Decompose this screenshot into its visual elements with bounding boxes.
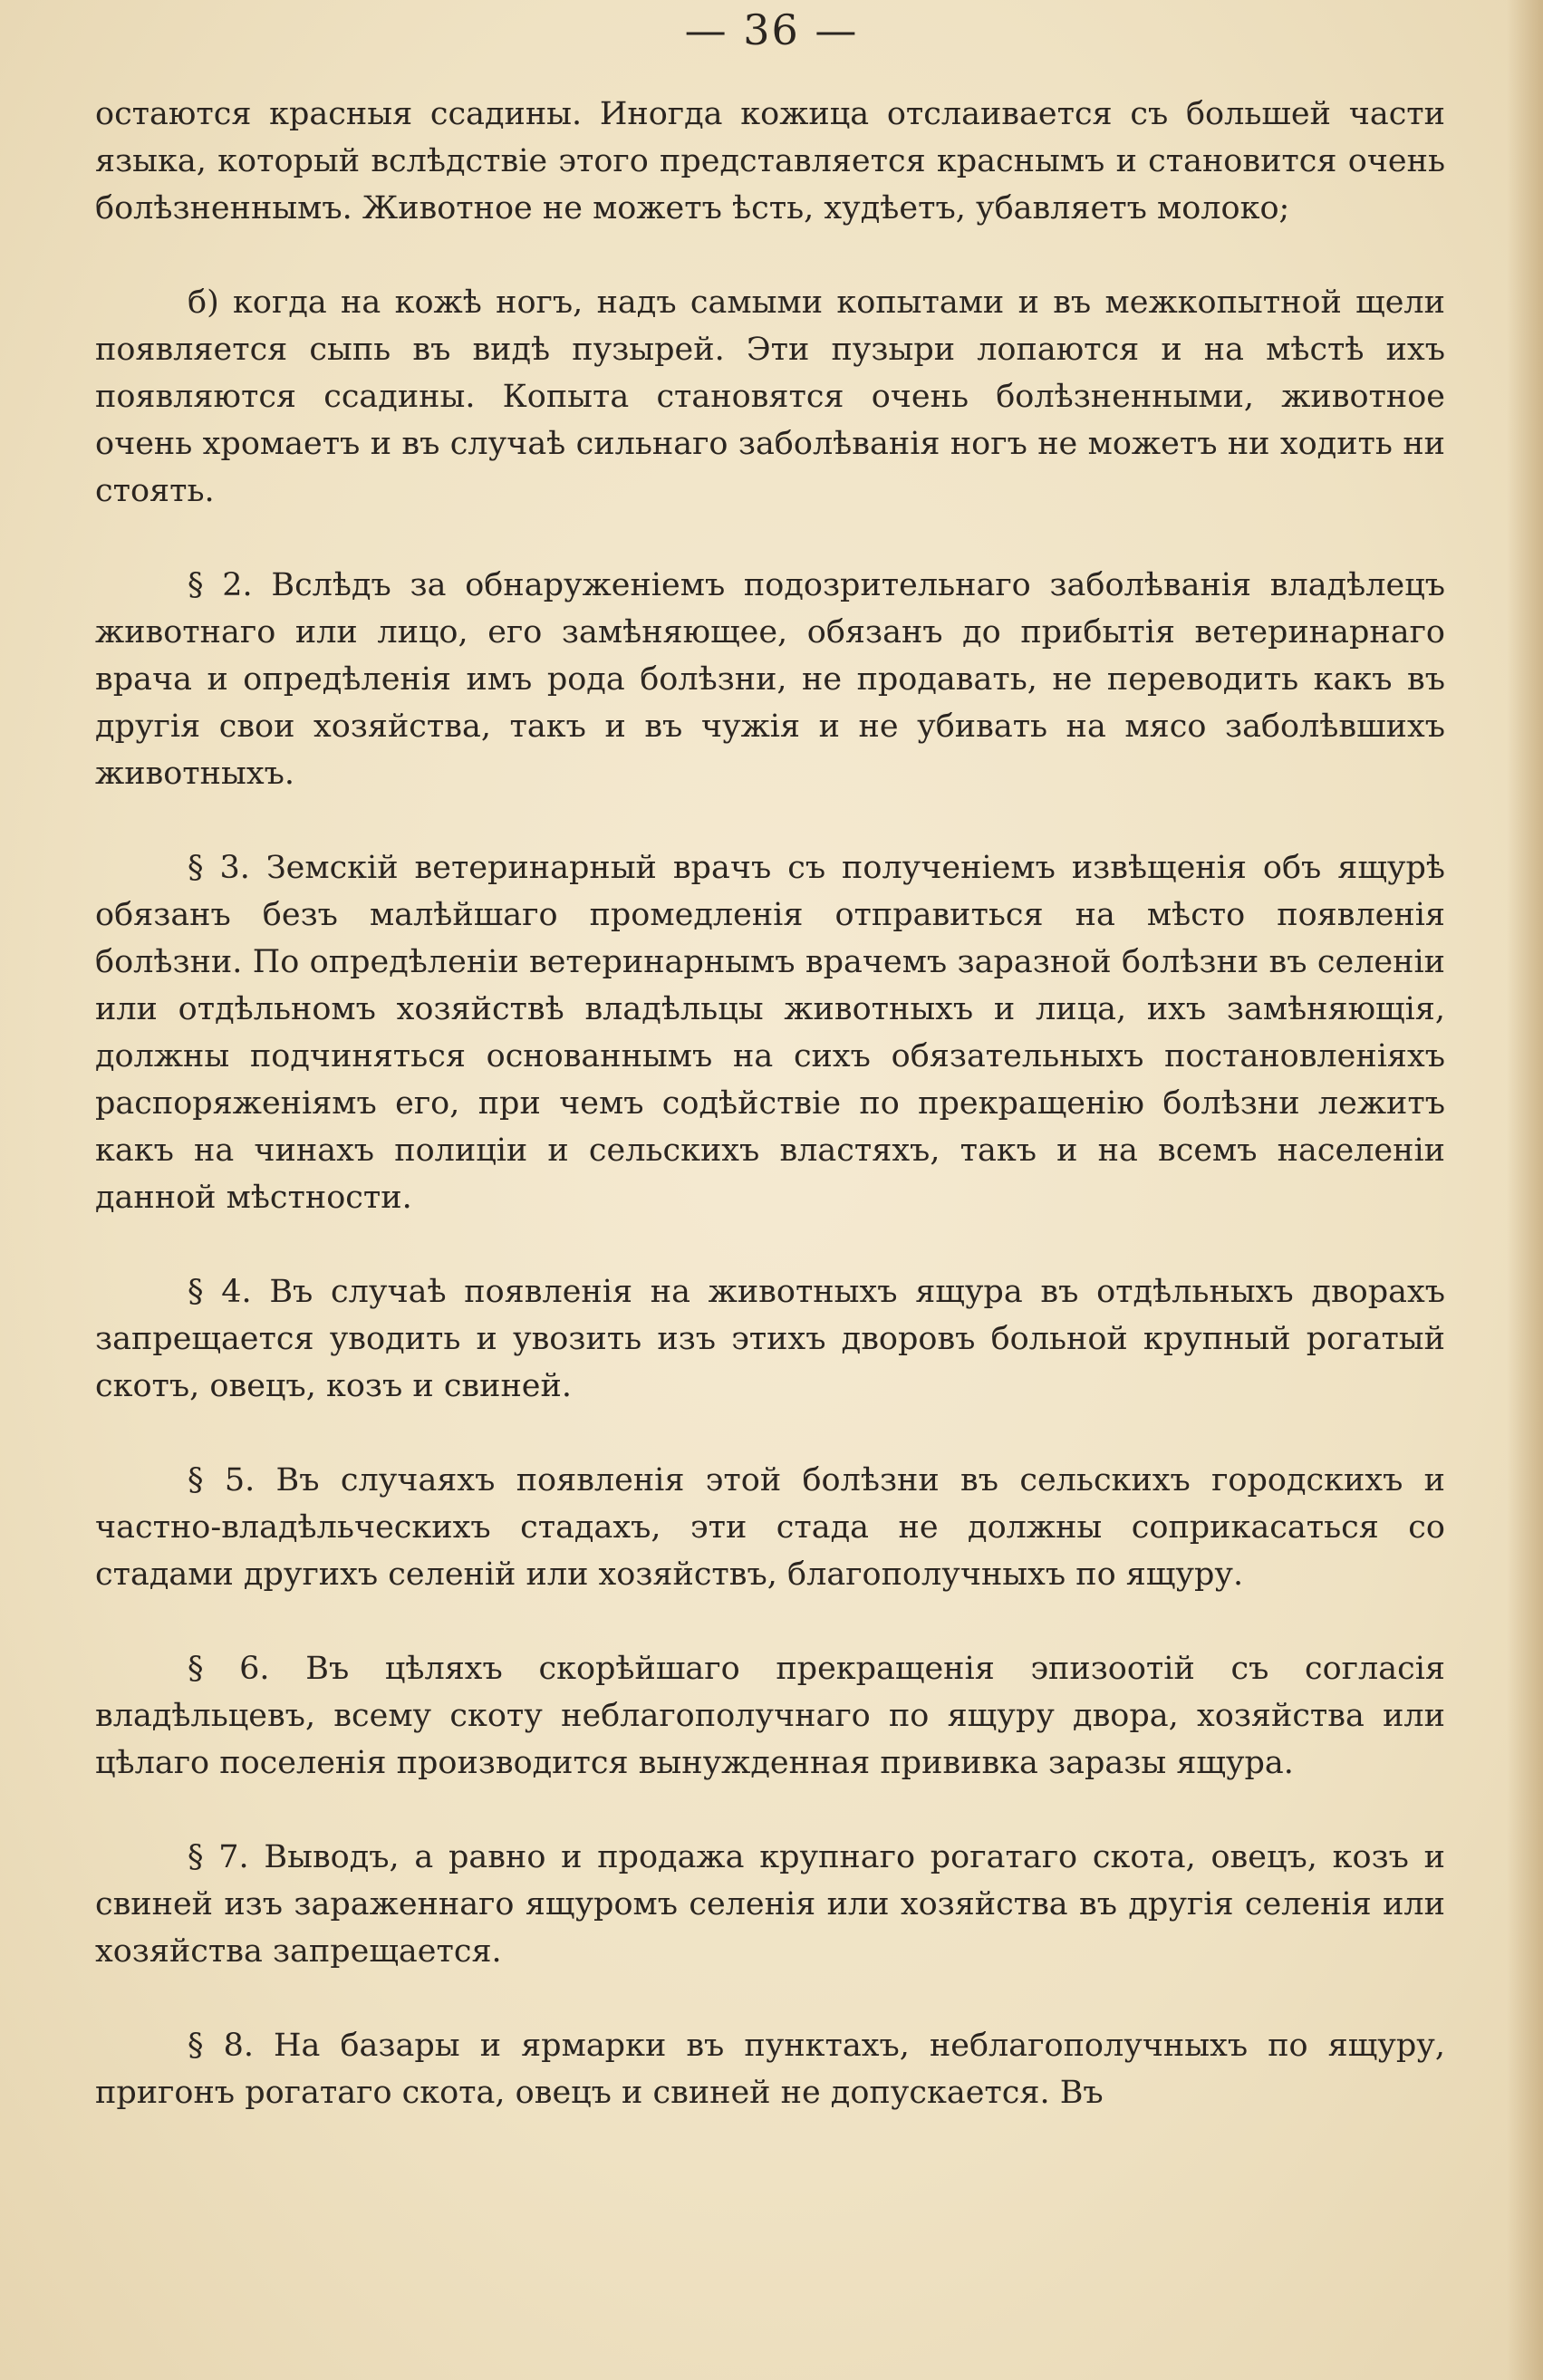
paragraph-section-2: § 2. Вслѣдъ за обнаруженіемъ подозрительнаго заболѣванія владѣлецъ животнаго или лицо, его замѣняющее, обязанъ до прибытія ветеринарнаго врача и опредѣленія имъ рода болѣзни, не продавать, не переводить какъ въ другія свои хозяйства, такъ и въ чужія и не убивать на мясо заболѣвшихъ животныхъ. (95, 567, 1445, 792)
page-edge-shadow (1507, 0, 1543, 2380)
body-text (95, 91, 1445, 2163)
paragraph-section-4: § 4. Въ случаѣ появленія на животныхъ ящура въ отдѣльныхъ дворахъ запрещается уводить и увозить изъ этихъ дворовъ больной крупный рогатый скотъ, овецъ, козъ и свиней. (95, 1274, 1445, 1404)
paragraph-section-6: § 6. Въ цѣляхъ скорѣйшаго прекращенія эпизоотій съ согласія владѣльцевъ, всему скоту неблагополучнаго по ящуру двора, хозяйства или цѣлаго поселенія производится вынужденная прививка заразы ящура. (95, 1651, 1445, 1781)
paragraph-section-5: § 5. Въ случаяхъ появленія этой болѣзни въ сельскихъ городскихъ и частно-владѣльческихъ стадахъ, эти стада не должны соприкасаться со стадами другихъ селеній или хозяйствъ, благополучныхъ по ящуру. (95, 1462, 1445, 1593)
paragraph-section-3: § 3. Земскій ветеринарный врачъ съ полученіемъ извѣщенія объ ящурѣ обязанъ безъ малѣйшаго промедленія отправиться на мѣсто появленія болѣзни. По опредѣленіи ветеринарнымъ врачемъ заразной болѣзни въ селеніи или отдѣльномъ хозяйствѣ владѣльцы животныхъ и лица, ихъ замѣняющія, должны подчиняться основаннымъ на сихъ обязательныхъ постановленіяхъ распоряженіямъ его, при чемъ содѣйствіе по прекращенію болѣзни лежитъ какъ на чинахъ полиціи и сельскихъ властяхъ, такъ и на всемъ населеніи данной мѣстности. (95, 850, 1445, 1216)
paragraph-section-7: § 7. Выводъ, а равно и продажа крупнаго рогатаго скота, овецъ, козъ и свиней изъ зараженнаго ящуромъ селенія или хозяйства въ другія селенія или хозяйства запрещается. (95, 1839, 1445, 1970)
paragraph-continuation: остаются красныя ссадины. Иногда кожица отслаивается съ большей части языка, который вслѣдствіе этого представляется краснымъ и становится очень болѣзненнымъ. Животное не можетъ ѣсть, худѣетъ, убавляетъ молоко; (95, 96, 1445, 226)
paragraph-item-b: б) когда на кожѣ ногъ, надъ самыми копытами и въ межкопытной щели появляется сыпь въ видѣ пузырей. Эти пузыри лопаются и на мѣстѣ ихъ появляются ссадины. Копыта становятся очень болѣзненными, животное очень хромаетъ и въ случаѣ сильнаго заболѣванія ногъ не можетъ ни ходить ни стоять. (95, 284, 1445, 509)
paragraph-section-8: § 8. На базары и ярмарки въ пунктахъ, неблагополучныхъ по ящуру, пригонъ рогатаго скота, овецъ и свиней не допускается. Въ (95, 2028, 1445, 2111)
page-number: — 36 — (684, 5, 859, 54)
